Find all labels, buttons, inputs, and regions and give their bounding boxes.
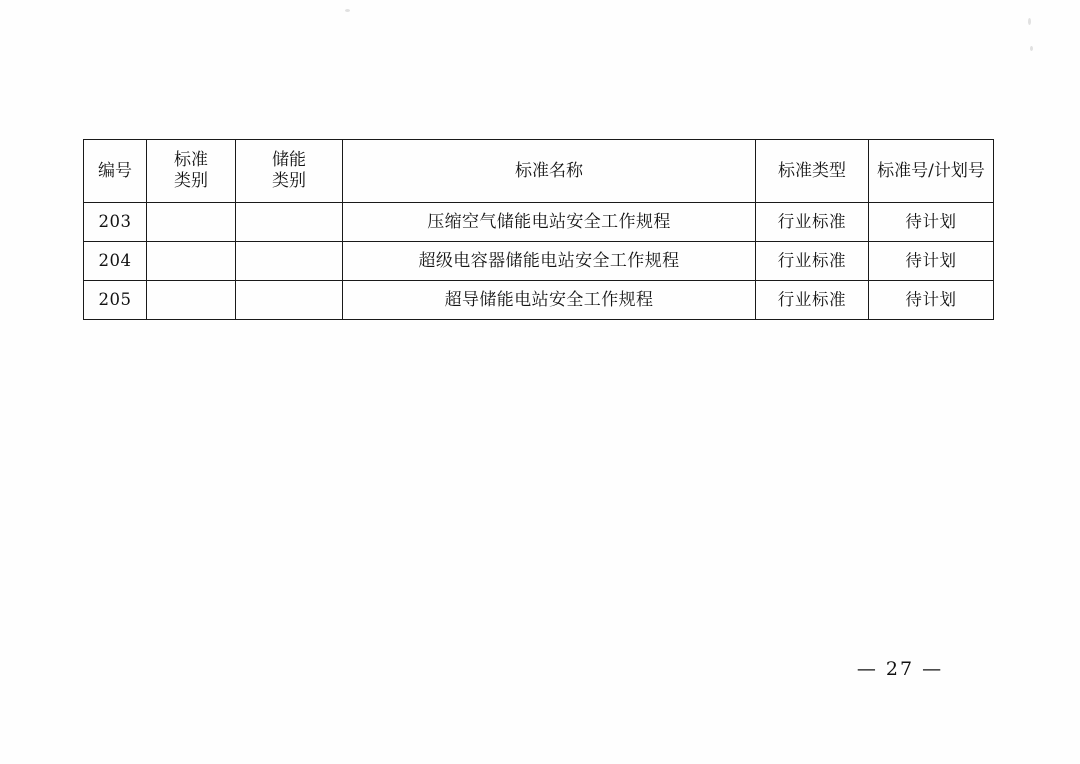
table-body bbox=[84, 203, 994, 320]
table-row bbox=[84, 242, 994, 281]
cell-no: 205 bbox=[84, 281, 147, 320]
page-number bbox=[0, 658, 1080, 680]
scan-speck-icon bbox=[1028, 18, 1031, 25]
header-cell-name: 标准名称 bbox=[343, 140, 756, 203]
cell-name: 超导储能电站安全工作规程 bbox=[343, 281, 756, 320]
header-category-line2: 类别 bbox=[174, 171, 208, 191]
header-cell-no: 编号 bbox=[84, 140, 147, 203]
cell-type: 行业标准 bbox=[756, 281, 869, 320]
cell-category bbox=[147, 242, 236, 281]
header-cell-type: 标准类型 bbox=[756, 140, 869, 203]
header-cell-category bbox=[147, 140, 236, 203]
standards-table bbox=[83, 139, 994, 320]
table-header-row bbox=[84, 140, 994, 203]
cell-category bbox=[147, 281, 236, 320]
cell-name: 压缩空气储能电站安全工作规程 bbox=[343, 203, 756, 242]
header-cell-storage bbox=[236, 140, 343, 203]
page-number-text: — 27 — bbox=[856, 658, 944, 680]
cell-type: 行业标准 bbox=[756, 203, 869, 242]
header-storage-line1: 储能 bbox=[272, 150, 306, 171]
cell-no: 204 bbox=[84, 242, 147, 281]
cell-code: 待计划 bbox=[869, 281, 994, 320]
header-storage-line2: 类别 bbox=[272, 171, 306, 191]
scan-speck-icon bbox=[1030, 46, 1033, 51]
standards-table-container bbox=[83, 139, 987, 320]
header-cell-code: 标准号/计划号 bbox=[869, 140, 994, 203]
cell-code: 待计划 bbox=[869, 203, 994, 242]
cell-storage bbox=[236, 242, 343, 281]
cell-storage bbox=[236, 203, 343, 242]
table-row bbox=[84, 203, 994, 242]
cell-name: 超级电容器储能电站安全工作规程 bbox=[343, 242, 756, 281]
cell-code: 待计划 bbox=[869, 242, 994, 281]
cell-no: 203 bbox=[84, 203, 147, 242]
cell-category bbox=[147, 203, 236, 242]
table-header bbox=[84, 140, 994, 203]
cell-storage bbox=[236, 281, 343, 320]
header-category-line1: 标准 bbox=[174, 150, 208, 171]
scan-speck-icon bbox=[345, 9, 350, 12]
cell-type: 行业标准 bbox=[756, 242, 869, 281]
table-row bbox=[84, 281, 994, 320]
